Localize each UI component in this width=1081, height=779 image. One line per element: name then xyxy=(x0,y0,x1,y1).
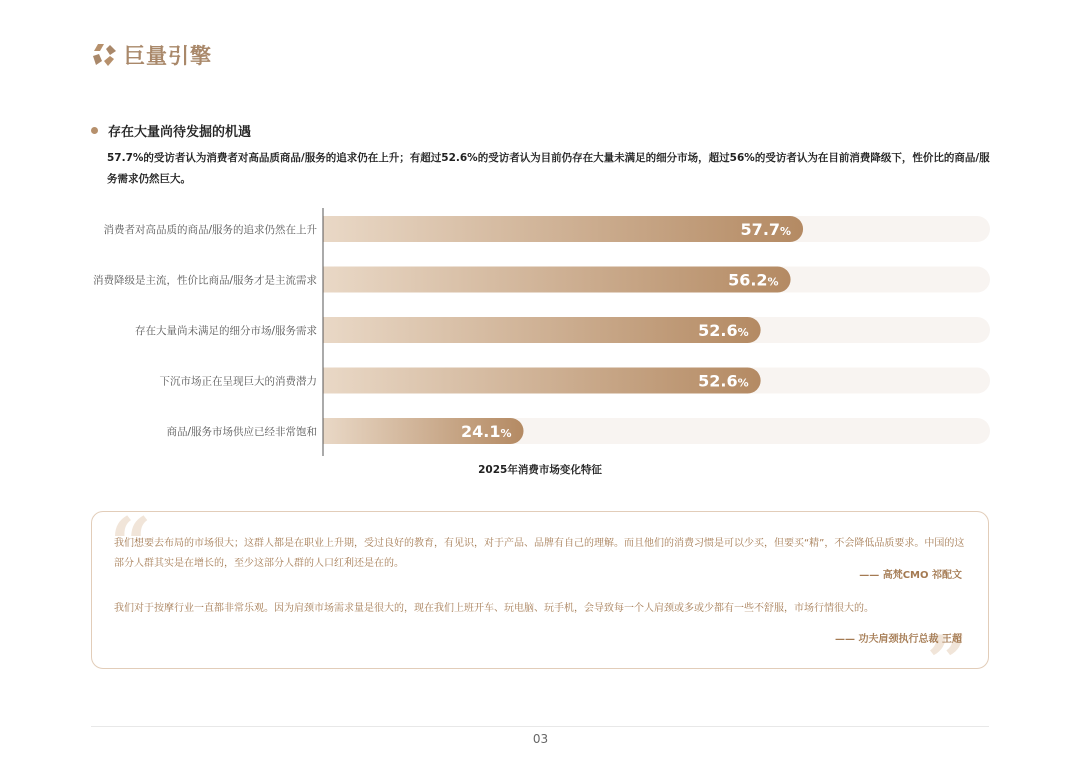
page-number: 03 xyxy=(532,732,549,746)
quote-text: 我们对于按摩行业一直都非常乐观。因为肩颈市场需求量是很大的，现在我们上班开车、玩电脑、玩手机，会导致每一个人肩颈或多或少都有一些不舒服，市场行情很大的。 xyxy=(114,603,874,614)
data-label: 52.6% xyxy=(698,371,749,391)
data-label: 57.7% xyxy=(740,220,792,239)
category-label: 商品/服务市场供应已经非常饱和 xyxy=(166,426,317,438)
bar xyxy=(323,267,791,293)
bullet-dot-icon xyxy=(91,127,98,134)
data-label: 52.6% xyxy=(698,321,749,340)
category-label: 消费降级是主流，性价比商品/服务才是主流需求 xyxy=(92,274,317,287)
category-label: 下沉市场正在呈现巨大的消费潜力 xyxy=(159,375,317,388)
brand-name: 巨量引擎 xyxy=(124,44,212,68)
quote-author: —— 功夫肩颈执行总裁 王超 xyxy=(835,634,962,645)
section-title: 存在大量尚待发掘的机遇 xyxy=(108,125,252,140)
section-heading xyxy=(91,121,251,140)
bar-chart xyxy=(0,200,1081,485)
quote-author: —— 高梵CMO 祁配文 xyxy=(859,570,962,581)
section-intro: 57.7%的受访者认为消费者对高品质商品/服务的追求仍在上升；有超过52.6%的受访者认为目前仍存在大量未满足的细分市场，超过56%的受访者认为在目前消费降级下，性价比的商品/服务需求仍然巨大。 xyxy=(107,152,990,185)
data-label: 24.1% xyxy=(460,422,512,441)
category-label: 存在大量尚未满足的细分市场/服务需求 xyxy=(134,325,317,337)
chart-caption: 2025年消费市场变化特征 xyxy=(478,464,602,476)
brand-logo xyxy=(90,40,212,70)
data-label: 56.2% xyxy=(728,270,779,290)
footer-divider xyxy=(91,726,989,727)
bar xyxy=(323,216,803,242)
category-label: 消费者对高品质的商品/服务的追求仍然在上升 xyxy=(103,224,317,236)
bar xyxy=(323,317,761,343)
open-quote-icon: “ xyxy=(110,501,152,586)
close-quote-icon: ” xyxy=(926,619,968,704)
quote-text: 我们想要去布局的市场很大；这群人都是在职业上升期，受过良好的教育，有见识，对于产品、品牌有自己的理解。而且他们的消费习惯是可以少买，但要买“精”，不会降低品质要求。中国的这部分人群其实是在增长的，至少这部分人群的人口红利还是在的。 xyxy=(114,538,965,569)
quote-box xyxy=(91,501,989,704)
logo-icon xyxy=(90,41,118,69)
bar xyxy=(323,368,761,394)
